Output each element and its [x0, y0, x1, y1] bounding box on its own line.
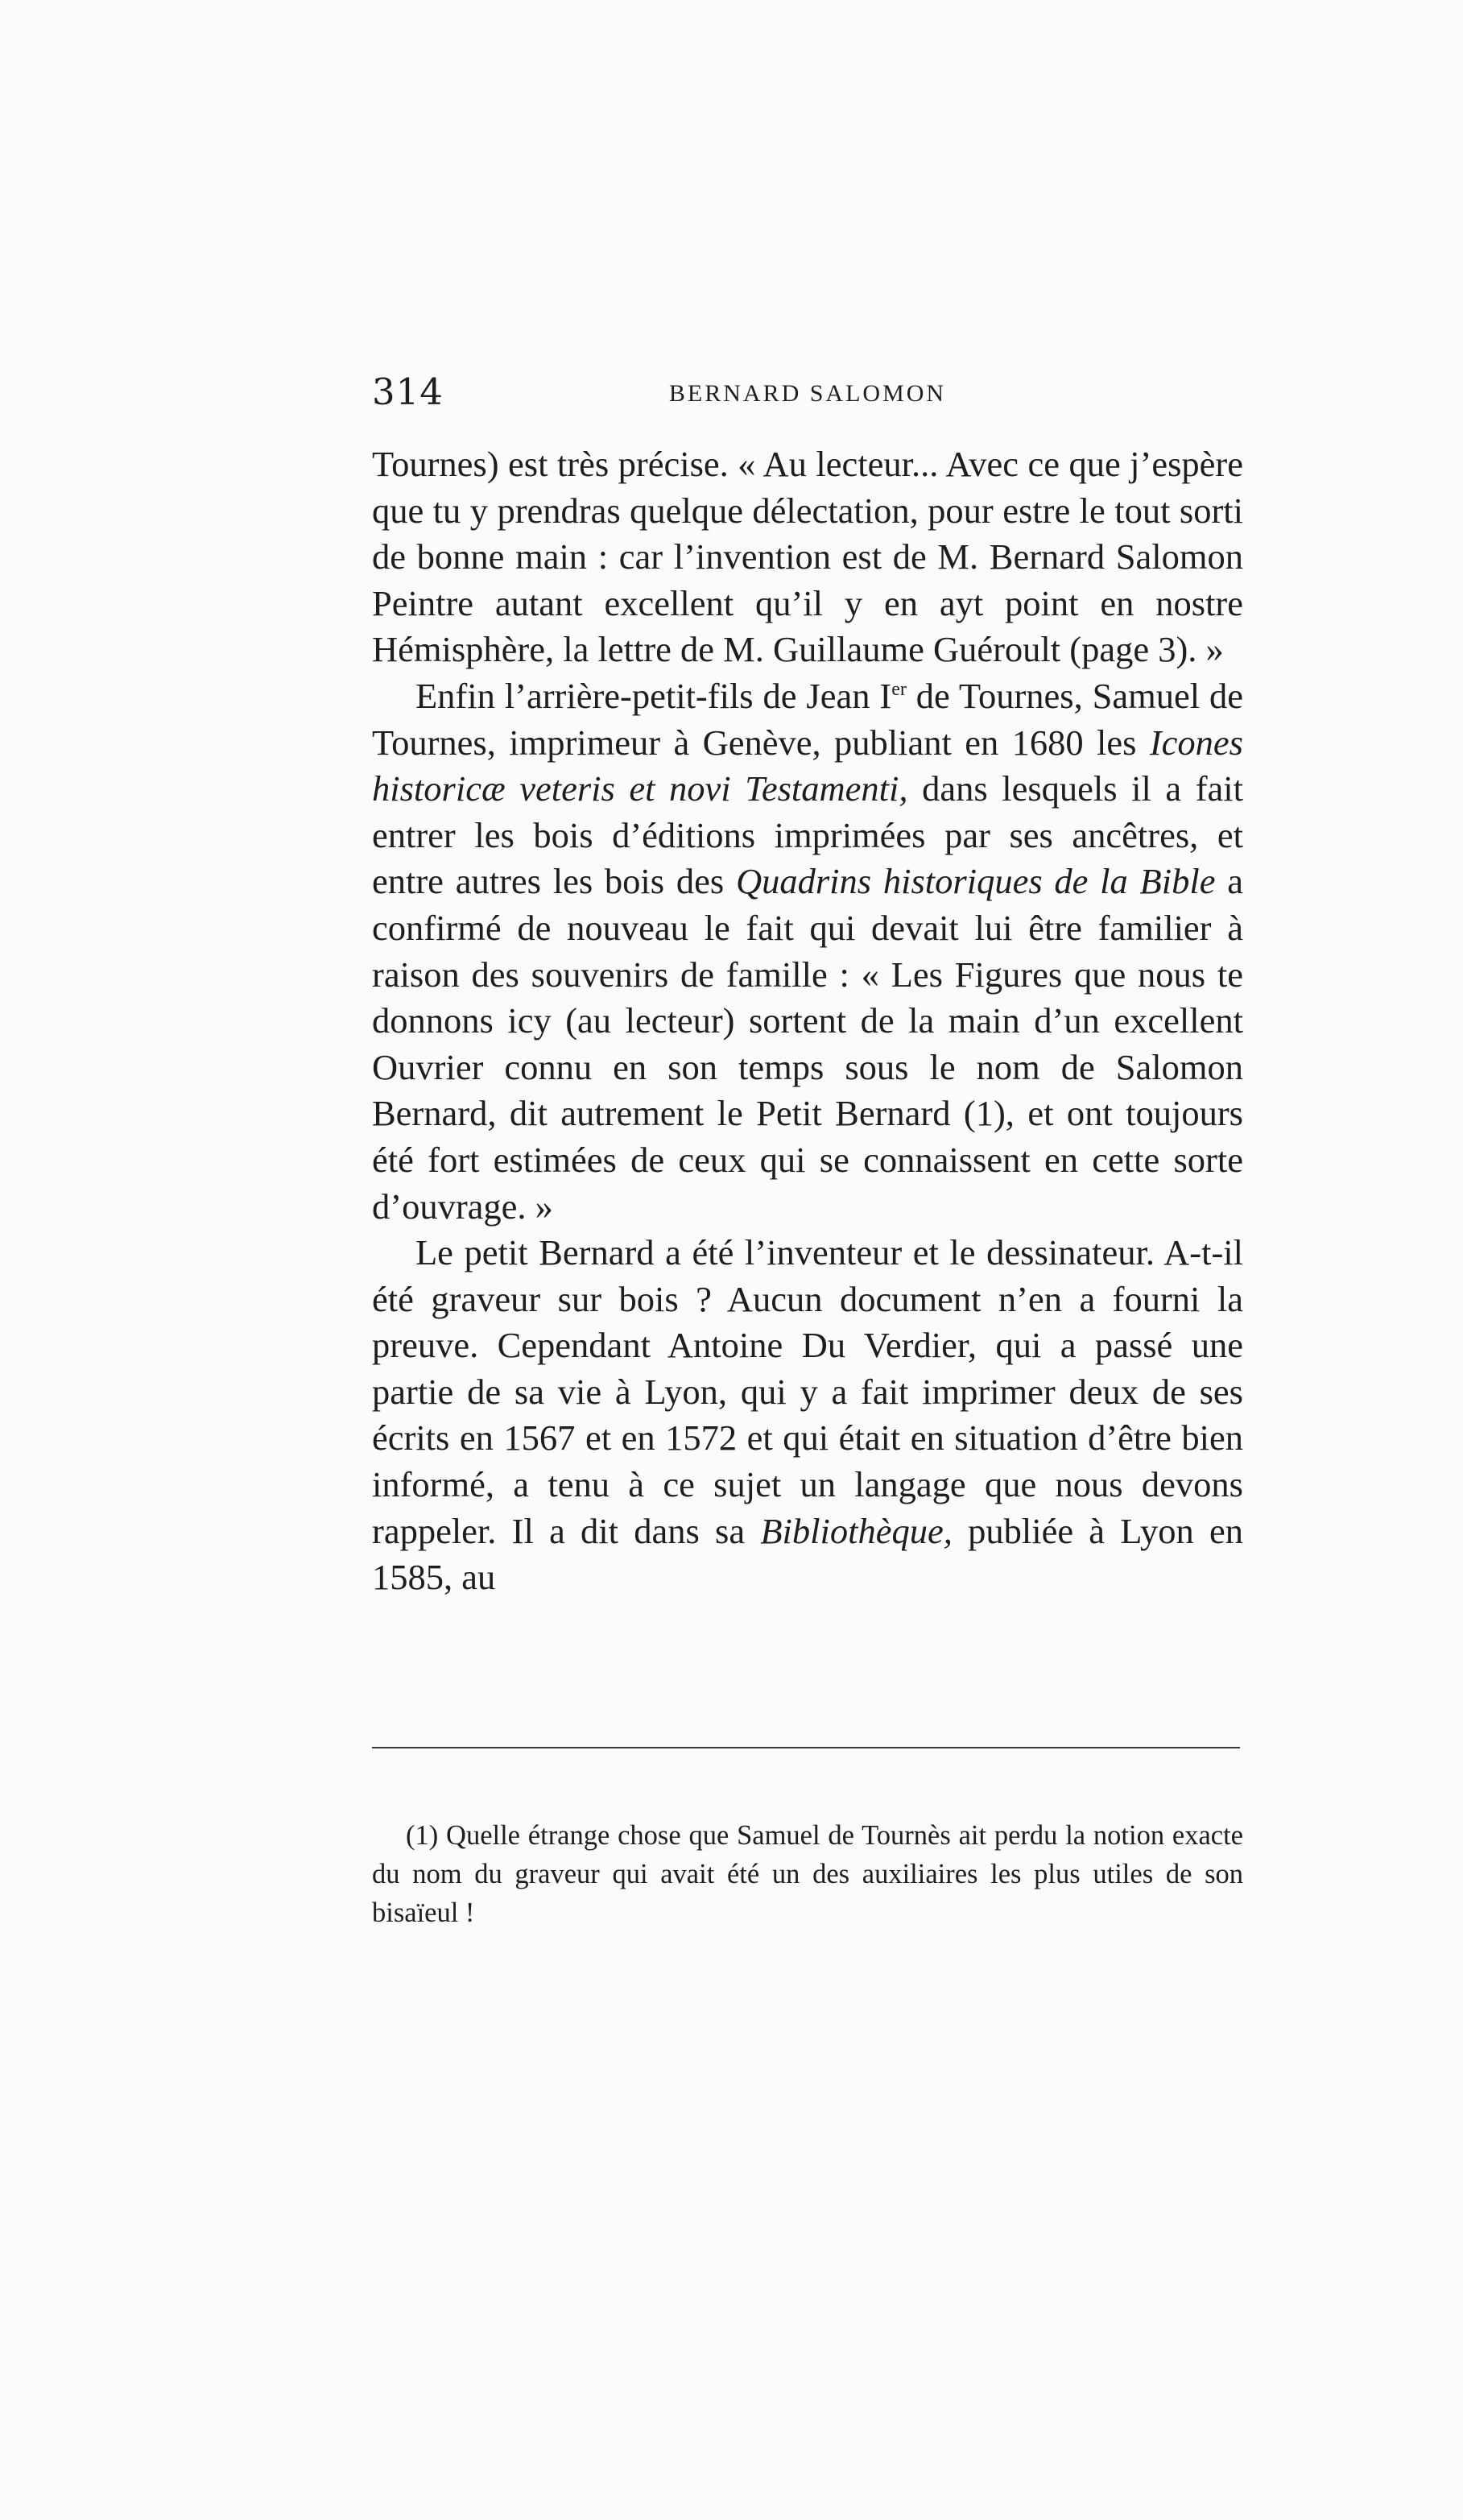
paragraph-2 [372, 673, 1243, 1230]
paragraph-2-text-d: a confirmé de nouveau le fait qui devait lui être familier à raison des souvenirs de famille : « Les Figures que nous te donnons icy (au lecteur) sortent de la main d’un excellent Ouvrier connu en son temps sous le nom de Salomon Bernard, dit autrement le Petit Bernard (1), et ont toujours été fort estimées de ceux qui se connaissent en cette sorte d’ouvrage. » [372, 861, 1243, 1227]
paragraph-3-text-a: Le petit Bernard a été l’inventeur et le dessinateur. A-t-il été graveur sur bois ? Aucun document n’en a fourni la preuve. Cependant Antoine Du Verdier, qui a passé une partie de sa vie à Lyon, qui y a fait imprimer deux de ses écrits en 1567 et en 1572 et qui était en situation d’être bien informé, a tenu à ce sujet un langage que nous devons rappeler. Il a dit dans sa [372, 1232, 1243, 1551]
book-title-quadrins: Quadrins historiques de la Bible [735, 861, 1216, 902]
superscript-er: er [891, 679, 907, 701]
paragraph-2-text-b: de Tournes, Samuel de Tournes, imprimeur à Genève, publiant en 1680 les [372, 675, 1243, 763]
paragraph-1: Tournes) est très précise. « Au lecteur... Avec ce que j’espère que tu y prendras quelque délectation, pour estre le tout sorti de bonne main : car l’invention est de M. Bernard Salomon Peintre autant excellent qu’il y en ayt point en nostre Hémisphère, la lettre de M. Guillaume Guéroult (page 3). » [372, 444, 1243, 670]
book-title-bibliotheque: Bibliothèque, [760, 1510, 953, 1551]
paragraph-3-text-b: publiée à Lyon en 1585, au [372, 1510, 1243, 1598]
running-title: BERNARD SALOMON [668, 380, 947, 407]
paragraph-2-text-a: Enfin l’arrière-petit-fils de Jean I [415, 675, 892, 716]
book-title-icones: Icones historicæ veteris et novi Testamenti, [372, 722, 1243, 809]
page-number: 314 [372, 370, 444, 413]
body-text [372, 441, 1243, 1601]
paragraph-2-text-c: dans lesquels il a fait entrer les bois d’éditions imprimées par ses ancêtres, et entre autres les bois des [372, 768, 1243, 902]
footnote-divider [372, 1747, 1240, 1748]
paragraph-3 [372, 1230, 1243, 1601]
running-head [372, 370, 1243, 419]
page [372, 370, 1243, 1601]
footnote: (1) Quelle étrange chose que Samuel de Tournès ait perdu la notion exacte du nom du graveur qui avait été un des auxiliaires les plus utiles de son bisaïeul ! [372, 1819, 1243, 1928]
